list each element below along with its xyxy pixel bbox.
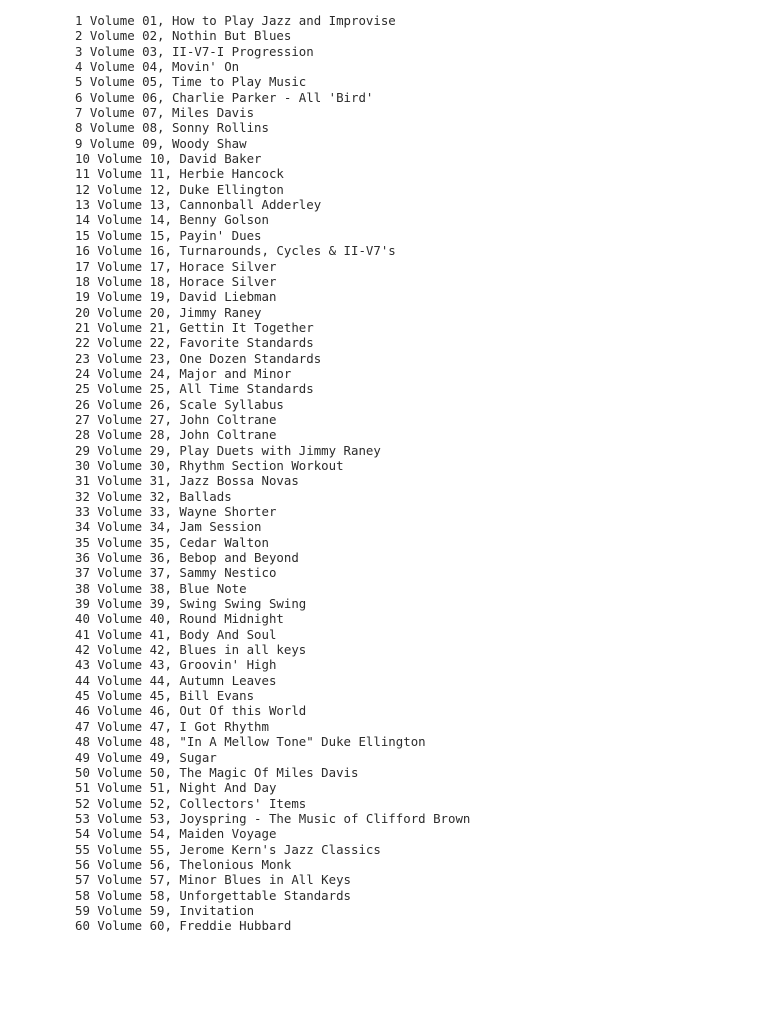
list-item: 39 Volume 39, Swing Swing Swing <box>75 596 307 612</box>
list-item: 23 Volume 23, One Dozen Standards <box>75 350 322 366</box>
list-item: 27 Volume 27, John Coltrane <box>75 411 277 427</box>
list-item: 34 Volume 34, Jam Session <box>75 519 262 535</box>
list-item: 13 Volume 13, Cannonball Adderley <box>75 197 322 213</box>
list-item: 10 Volume 10, David Baker <box>75 151 262 167</box>
list-item: 53 Volume 53, Joyspring - The Music of Clifford Brown <box>75 810 471 826</box>
list-item: 25 Volume 25, All Time Standards <box>75 381 314 397</box>
list-item: 36 Volume 36, Bebop and Beyond <box>75 550 299 566</box>
list-item: 31 Volume 31, Jazz Bossa Novas <box>75 473 299 489</box>
list-item: 38 Volume 38, Blue Note <box>75 580 247 596</box>
list-item: 12 Volume 12, Duke Ellington <box>75 181 284 197</box>
list-item: 56 Volume 56, Thelonious Monk <box>75 856 292 872</box>
list-item: 2 Volume 02, Nothin But Blues <box>75 28 292 44</box>
list-item: 11 Volume 11, Herbie Hancock <box>75 166 284 182</box>
list-item: 45 Volume 45, Bill Evans <box>75 688 255 704</box>
list-item: 44 Volume 44, Autumn Leaves <box>75 672 277 688</box>
list-item: 43 Volume 43, Groovin' High <box>75 657 277 673</box>
list-item: 60 Volume 60, Freddie Hubbard <box>75 918 292 934</box>
list-item: 51 Volume 51, Night And Day <box>75 780 277 796</box>
list-item: 52 Volume 52, Collectors' Items <box>75 795 307 811</box>
list-item: 58 Volume 58, Unforgettable Standards <box>75 887 352 903</box>
volume-list <box>75 13 470 934</box>
list-item: 48 Volume 48, "In A Mellow Tone" Duke Ellington <box>75 734 426 750</box>
list-item: 20 Volume 20, Jimmy Raney <box>75 304 262 320</box>
list-item: 24 Volume 24, Major and Minor <box>75 365 292 381</box>
list-item: 54 Volume 54, Maiden Voyage <box>75 826 277 842</box>
list-item: 4 Volume 04, Movin' On <box>75 59 240 75</box>
list-item: 46 Volume 46, Out Of this World <box>75 703 307 719</box>
list-item: 16 Volume 16, Turnarounds, Cycles & II-V7's <box>75 243 396 259</box>
list-item: 28 Volume 28, John Coltrane <box>75 427 277 443</box>
list-item: 22 Volume 22, Favorite Standards <box>75 335 314 351</box>
list-item: 57 Volume 57, Minor Blues in All Keys <box>75 872 352 888</box>
list-item: 17 Volume 17, Horace Silver <box>75 258 277 274</box>
list-item: 35 Volume 35, Cedar Walton <box>75 534 269 550</box>
list-item: 41 Volume 41, Body And Soul <box>75 626 277 642</box>
list-item: 7 Volume 07, Miles Davis <box>75 105 255 121</box>
list-item: 49 Volume 49, Sugar <box>75 749 217 765</box>
list-item: 37 Volume 37, Sammy Nestico <box>75 565 277 581</box>
list-item: 1 Volume 01, How to Play Jazz and Improvise <box>75 13 396 28</box>
list-item: 8 Volume 08, Sonny Rollins <box>75 120 269 136</box>
list-item: 40 Volume 40, Round Midnight <box>75 611 284 627</box>
list-item: 9 Volume 09, Woody Shaw <box>75 135 247 151</box>
list-item: 29 Volume 29, Play Duets with Jimmy Raney <box>75 442 381 458</box>
list-item: 55 Volume 55, Jerome Kern's Jazz Classics <box>75 841 381 857</box>
list-item: 42 Volume 42, Blues in all keys <box>75 642 307 658</box>
list-item: 50 Volume 50, The Magic Of Miles Davis <box>75 764 359 780</box>
list-item: 6 Volume 06, Charlie Parker - All 'Bird' <box>75 89 374 105</box>
list-item: 33 Volume 33, Wayne Shorter <box>75 504 277 519</box>
list-item: 3 Volume 03, II-V7-I Progression <box>75 43 314 59</box>
list-item: 21 Volume 21, Gettin It Together <box>75 319 314 335</box>
list-item: 14 Volume 14, Benny Golson <box>75 212 269 228</box>
list-item: 15 Volume 15, Payin' Dues <box>75 227 262 243</box>
list-item: 47 Volume 47, I Got Rhythm <box>75 718 269 734</box>
list-item: 5 Volume 05, Time to Play Music <box>75 74 307 90</box>
list-item: 30 Volume 30, Rhythm Section Workout <box>75 457 344 473</box>
list-item: 59 Volume 59, Invitation <box>75 902 255 918</box>
list-item: 18 Volume 18, Horace Silver <box>75 273 277 289</box>
list-item: 19 Volume 19, David Liebman <box>75 289 277 305</box>
list-item: 32 Volume 32, Ballads <box>75 488 232 504</box>
list-item: 26 Volume 26, Scale Syllabus <box>75 396 284 412</box>
